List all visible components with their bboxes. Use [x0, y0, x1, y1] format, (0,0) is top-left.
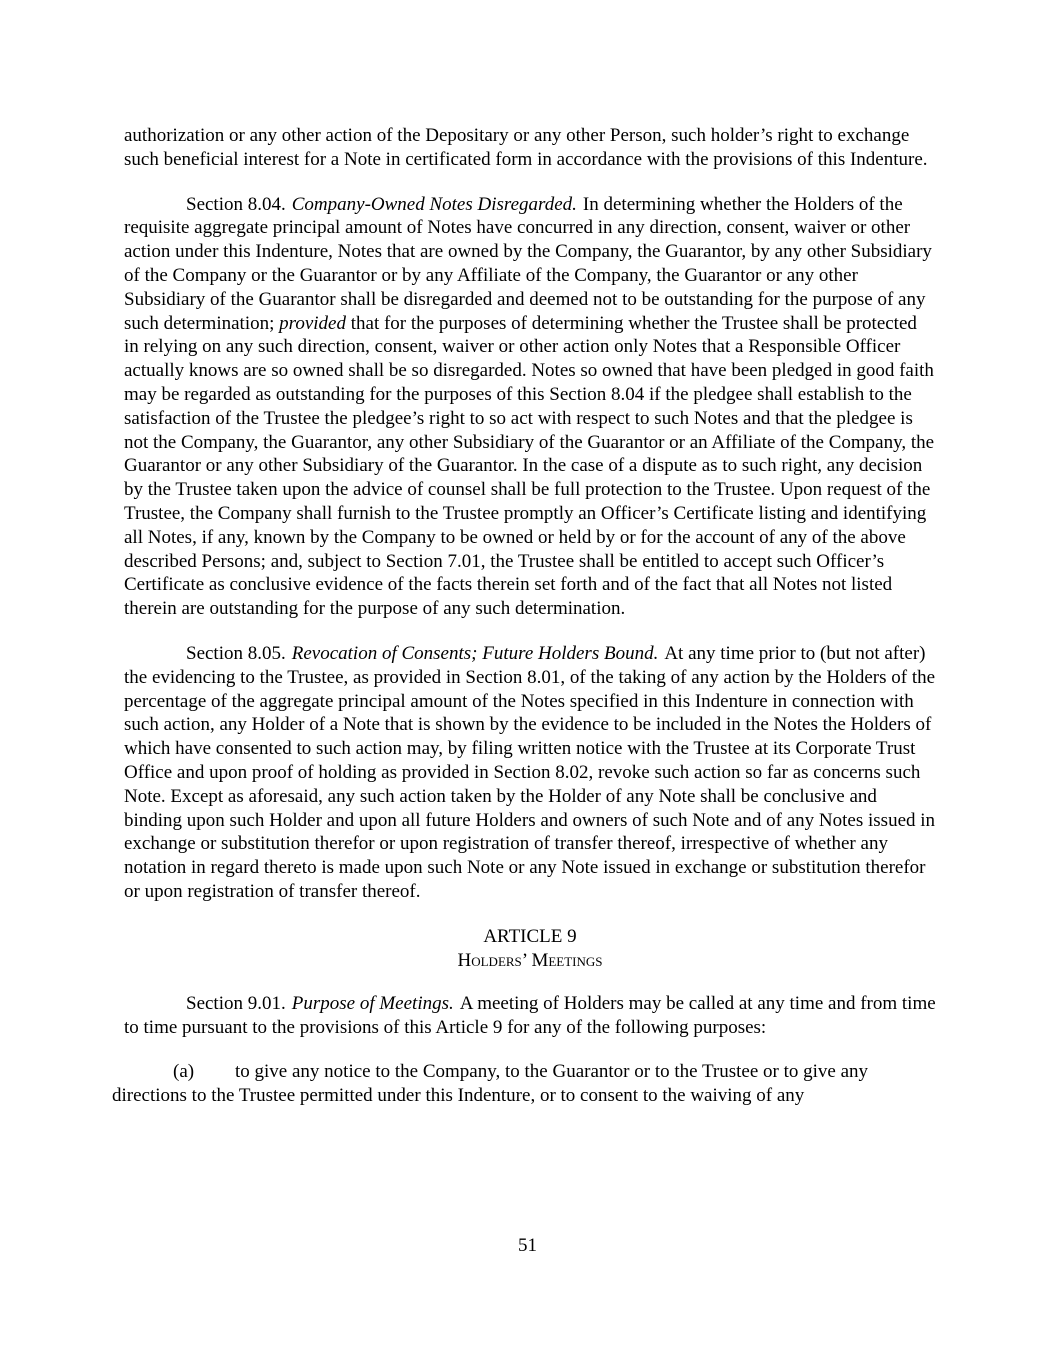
clause-a-text: to give any notice to the Company, to the Guarantor or to the Trustee or to give any directions to the Trustee permitted under this Indenture, or to consent to the waiving of any — [112, 1060, 869, 1106]
section-8-05-title: Revocation of Consents; Future Holders Bound. — [291, 642, 659, 664]
section-8-04-number: Section 8.04. — [186, 193, 286, 215]
section-8-04-text-part1: In determining whether the Holders of the requisite aggregate principal amount of Notes have concurred in any direction, consent, waiver or other action under this Indenture, Notes that are owned by the Company, the Guarantor, by any other Subsidiary of the Company or the Guarantor or by any Affiliate of the Company, the Guarantor or any other Subsidiary of the Guarantor shall be disregarded and deemed not to be outstanding for the purpose of any such determination; — [124, 193, 932, 334]
clause-a-label: (a) — [173, 1060, 195, 1082]
clause-a-paragraph — [112, 1060, 936, 1108]
section-8-05-number: Section 8.05. — [186, 642, 286, 664]
section-9-01-number: Section 9.01. — [186, 993, 286, 1015]
section-8-04-title: Company-Owned Notes Disregarded. — [291, 193, 577, 215]
continuation-paragraph — [124, 124, 936, 172]
section-9-01-text: A meeting of Holders may be called at any time and from time to time pursuant to the provisions of this Article 9 for any of the following purposes: — [124, 993, 936, 1039]
article-heading: ARTICLE 9 — [483, 925, 577, 947]
section-8-04-text-part2: that for the purposes of determining whether the Trustee shall be protected in relying on any such direction, consent, waiver or other action only Notes that a Responsible Officer actually knows are so owned shall be so disregarded. Notes so owned that have been pledged in good faith may be regarded as outstanding for the purposes of this Section 8.04 if the pledgee shall establish to the satisfaction of the Trustee the pledgee’s right to so act with respect to such Notes and that the pledgee is not the Company, the Guarantor, any other Subsidiary of the Guarantor or an Affiliate of the Company, the Guarantor or any other Subsidiary of the Guarantor. In the case of a dispute as to such right, any decision by the Trustee taken upon the advice of counsel shall be full protection to the Trustee. Upon request of the Trustee, the Company shall furnish to the Trustee promptly an Officer’s Certificate listing and identifying all Notes, if any, known by the Company to be owned or held by or for the account of any of the above described Persons; and, subject to Section 7.01, the Trustee shall be entitled to accept such Officer’s Certificate as conclusive evidence of the facts therein set forth and of the fact that all Notes not listed therein are outstanding for the purpose of any such determination. — [124, 312, 935, 620]
section-9-01-paragraph — [124, 992, 936, 1040]
section-8-05-text: At any time prior to (but not after) the evidencing to the Trustee, as provided in Section 8.01, of the taking of any action by the Holders of the percentage of the aggregate principal amount of the Notes specified in this Indenture in connection with such action, any Holder of a Note that is shown by the evidence to be included in the Notes the Holders of which have consented to such action may, by filing written notice with the Trustee at its Corporate Trust Office and upon proof of holding as provided in Section 8.02, revoke such action so far as concerns such Note. Except as aforesaid, any such action taken by the Holder of any Note shall be conclusive and binding upon such Holder and upon all future Holders and owners of such Note and of any Notes issued in exchange or substitution therefor or upon registration of transfer thereof, irrespective of whether any notation in regard thereto is made upon such Note or any Note issued in exchange or substitution therefor or upon registration of transfer thereof. — [124, 642, 936, 902]
page-number: 51 — [518, 1235, 537, 1256]
section-8-05-paragraph — [124, 642, 936, 904]
continuation-text: authorization or any other action of the Depositary or any other Person, such holder’s right to exchange such beneficial interest for a Note in certificated form in accordance with the provisions of this Indenture. — [124, 125, 928, 170]
section-8-04-paragraph — [124, 193, 936, 621]
page-body — [112, 124, 936, 1107]
section-8-04-provided: provided — [279, 312, 346, 334]
article-title: Holders’ Meetings — [457, 949, 603, 971]
section-9-01-title: Purpose of Meetings. — [291, 993, 454, 1015]
